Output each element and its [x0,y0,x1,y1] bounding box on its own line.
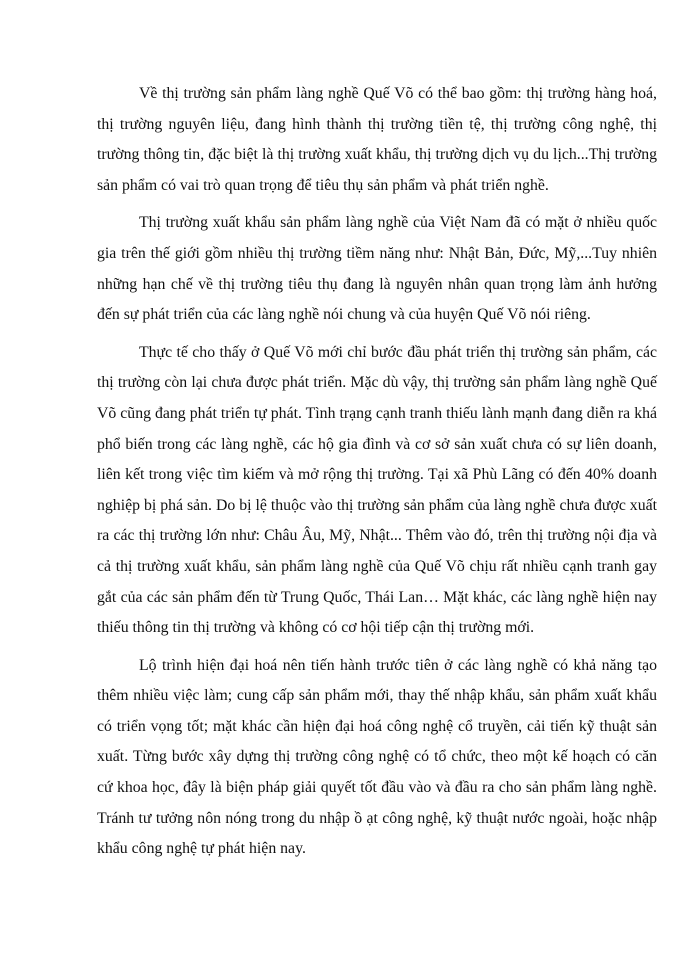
paragraph-modernization-roadmap: Lộ trình hiện đại hoá nên tiến hành trước tiên ở các làng nghề có khả năng tạo thêm nhiều việc làm; cung cấp sản phẩm mới, thay thế nhập khẩu, sản phẩm xuất khẩu có triển vọng tốt; mặt khác cần hiện đại hoá công nghệ cổ truyền, cải tiến kỹ thuật sản xuất. Từng bước xây dựng thị trường công nghệ có tổ chức, theo một kế hoạch có căn cứ khoa học, đây là biện pháp giải quyết tốt đầu vào và đầu ra cho sản phẩm làng nghề. Tránh tư tưởng nôn nóng trong du nhập ồ ạt công nghệ, kỹ thuật nước ngoài, hoặc nhập khẩu công nghệ tự phát hiện nay. [97,656,657,858]
paragraph-current-situation: Thực tế cho thấy ở Quế Võ mới chỉ bước đầu phát triển thị trường sản phẩm, các thị trường còn lại chưa được phát triển. Mặc dù vậy, thị trường sản phẩm làng nghề Quế Võ cũng đang phát triển tự phát. Tình trạng cạnh tranh thiếu lành mạnh đang diễn ra khá phổ biến trong các làng nghề, các hộ gia đình và cơ sở sản xuất chưa có sự liên doanh, liên kết trong việc tìm kiếm và mở rộng thị trường. Tại xã Phù Lãng có đến 40% doanh nghiệp bị phá sản. Do bị lệ thuộc vào thị trường sản phẩm của làng nghề chưa được xuất ra các thị trường lớn như: Châu Âu, Mỹ, Nhật... Thêm vào đó, trên thị trường nội địa và cả thị trường xuất khẩu, sản phẩm làng nghề của Quế Võ chịu rất nhiều cạnh tranh gay gắt của các sản phẩm đến từ Trung Quốc, Thái Lan… Mặt khác, các làng nghề hiện nay thiếu thông tin thị trường và không có cơ hội tiếp cận thị trường mới. [97,343,657,637]
paragraph-export-market: Thị trường xuất khẩu sản phẩm làng nghề của Việt Nam đã có mặt ở nhiều quốc gia trên thế giới gồm nhiều thị trường tiềm năng như: Nhật Bản, Đức, Mỹ,...Tuy nhiên những hạn chế về thị trường tiêu thụ đang là nguyên nhân quan trọng làm ảnh hưởng đến sự phát triển của các làng nghề nói chung và của huyện Quế Võ nói riêng. [97,214,657,324]
paragraph-market-scope: Về thị trường sản phẩm làng nghề Quế Võ có thể bao gồm: thị trường hàng hoá, thị trường nguyên liệu, đang hình thành thị trường tiền tệ, thị trường công nghệ, thị trường thông tin, đặc biệt là thị trường xuất khẩu, thị trường dịch vụ du lịch...Thị trường sản phẩm có vai trò quan trọng để tiêu thụ sản phẩm và phát triển nghề. [97,85,657,194]
document-body [97,79,657,872]
